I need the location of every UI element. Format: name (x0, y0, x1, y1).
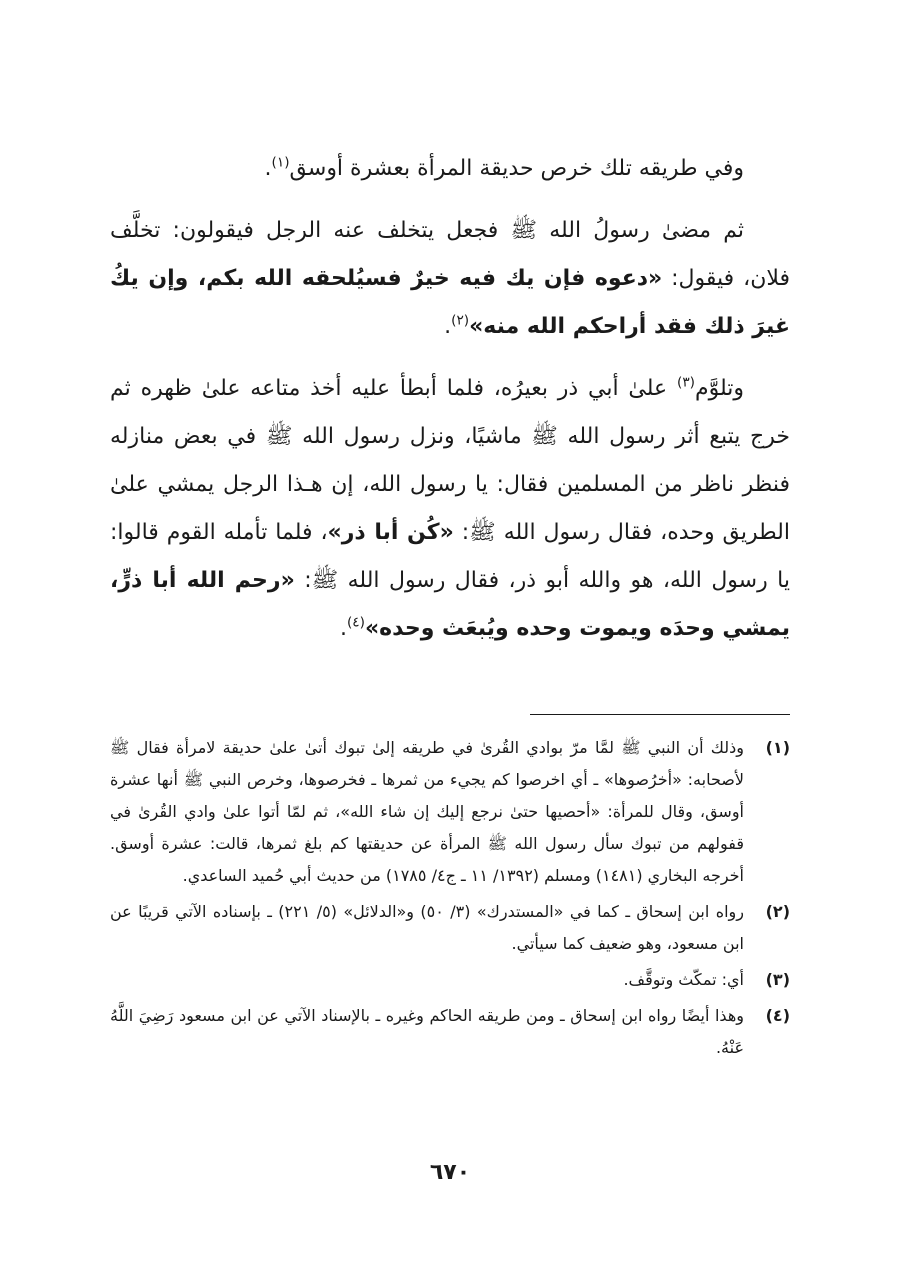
footnote-ref-2: (٢) (451, 312, 470, 329)
footnote-text: أي: تمكّث وتوقَّف. (623, 970, 744, 989)
hadith-quote: «رحم الله أبا ذرٍّ، يمشي وحدَه ويموت وحده ويُبعَث وحده» (110, 568, 790, 641)
paragraph-3 (110, 365, 790, 653)
footnote-1 (110, 732, 790, 892)
footnote-text: وذلك أن النبي ﷺ لمَّا مرّ بوادي القُرىٰ في طريقه إلىٰ تبوك أتىٰ علىٰ حديقة لامرأة فقال ﷺ لأصحابه: «أخرُصوها» ـ أي اخرصوا كم يجيء من ثمرها ـ فخرصوها، وخرص النبي ﷺ أنها عشرة أوسق، وقال للمرأة: «أحصيها حتىٰ نرجع إليك إن شاء الله»، ثم لمّا أتوا علىٰ وادي القُرىٰ في قفولهم من تبوك سأل رسول الله ﷺ المرأة عن حديقتها كم بلغ ثمرها، قالت: عشرة أوسق. أخرجه البخاري (١٤٨١) ومسلم (١٣٩٢/ ١١ ـ ج٤/ ١٧٨٥) من حديث أبي حُميد الساعدي. (110, 738, 744, 885)
footnote-ref-1: (١) (271, 154, 290, 171)
footnote-4 (110, 1000, 790, 1064)
text-segment: . (339, 616, 347, 641)
text-segment: ثم مضىٰ رسولُ الله ﷺ فجعل يتخلف عنه الرجل فيقولون: تخلَّف فلان، فيقول: (110, 218, 790, 291)
paragraph-1 (110, 145, 790, 193)
footnotes (110, 732, 790, 1068)
footnote-2 (110, 896, 790, 960)
footnote-text: رواه ابن إسحاق ـ كما في «المستدرك» (٣/ ٥٠) و«الدلائل» (٥/ ٢٢١) ـ بإسناده الآتي قريبًا عن ابن مسعود، وهو ضعيف كما سيأتي. (110, 902, 744, 953)
footnote-3 (110, 964, 790, 996)
hadith-quote: «دعوه فإن يك فيه خيرٌ فسيُلحقه الله بكم، وإن يكُ غيرَ ذلك فقد أراحكم الله منه» (110, 266, 790, 339)
footnote-number: (٣) (765, 970, 790, 989)
footnote-ref-4: (٤) (346, 614, 365, 631)
footnote-number: (١) (765, 738, 790, 757)
footnote-ref-3: (٣) (676, 374, 695, 391)
hadith-quote: «كُن أبا ذر» (327, 520, 454, 545)
footnote-text: وهذا أيضًا رواه ابن إسحاق ـ ومن طريقه الحاكم وغيره ـ بالإسناد الآتي عن ابن مسعود رَضِيَ اللَّهُ عَنْهُ. (110, 1006, 744, 1057)
text-segment: ، فلما تأمله القوم قالوا: يا رسول الله، هو والله أبو ذر، فقال رسول الله ﷺ: (110, 520, 790, 593)
text-segment: وفي طريقه تلك خرص حديقة المرأة بعشرة أوسق (289, 156, 744, 181)
footnote-number: (٢) (765, 902, 790, 921)
paragraph-2 (110, 207, 790, 351)
footnote-number: (٤) (765, 1006, 790, 1025)
footnote-separator (530, 714, 790, 715)
text-segment: . (444, 314, 452, 339)
text-segment: . (264, 156, 272, 181)
text-segment: وتلوَّم (694, 376, 744, 401)
page-number: ٦٧٠ (429, 1160, 471, 1185)
main-text (110, 145, 790, 667)
text-segment: علىٰ أبي ذر بعيرُه، فلما أبطأ عليه أخذ متاعه علىٰ ظهره ثم خرج يتبع أثر رسول الله ﷺ ماشيًا، ونزل رسول الله ﷺ في بعض منازله فنظر ناظر من المسلمين فقال: يا رسول الله، إن هـذا الرجل يمشي علىٰ الطريق وحده، فقال رسول الله ﷺ: (110, 376, 790, 545)
